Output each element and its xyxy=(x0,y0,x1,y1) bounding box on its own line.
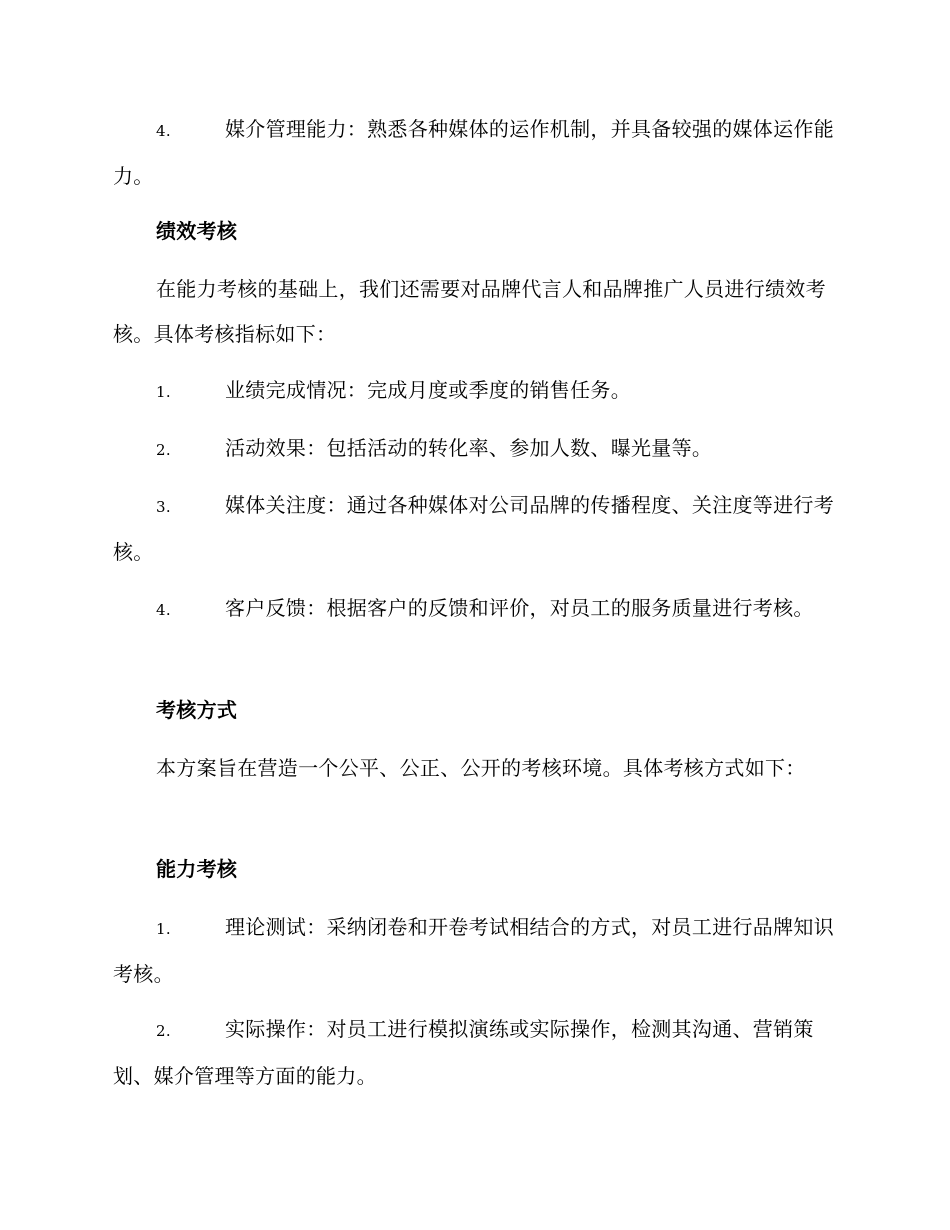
list-text: 媒体关注度：通过各种媒体对公司品牌的传播程度、关注度等进行考核。 xyxy=(113,493,834,564)
paragraph-method-intro: 本方案旨在营造一个公平、公正、公开的考核环境。具体考核方式如下： xyxy=(156,756,806,780)
section-heading-ability: 能力考核 xyxy=(156,857,238,881)
list-item-practical-operation xyxy=(113,1007,835,1099)
section-heading-assessment-method: 考核方式 xyxy=(156,698,238,722)
list-text: 活动效果：包括活动的转化率、参加人数、曝光量等。 xyxy=(225,436,713,460)
list-text: 客户反馈：根据客户的反馈和评价，对员工的服务质量进行考核。 xyxy=(225,596,814,620)
list-number: 4. xyxy=(156,601,171,619)
list-item-media-attention xyxy=(113,483,835,575)
list-item-customer-feedback xyxy=(113,586,835,633)
list-item-media-management xyxy=(113,107,835,199)
list-item-sales-completion xyxy=(113,368,835,415)
list-number: 4. xyxy=(156,122,171,140)
list-text: 理论测试：采纳闭卷和开卷考试相结合的方式，对员工进行品牌知识考核。 xyxy=(113,915,834,986)
list-item-theory-test xyxy=(113,905,835,997)
list-number: 2. xyxy=(156,1022,171,1040)
paragraph-performance-intro: 在能力考核的基础上，我们还需要对品牌代言人和品牌推广人员进行绩效考核。具体考核指标如下： xyxy=(113,277,826,346)
list-text: 业绩完成情况：完成月度或季度的销售任务。 xyxy=(225,378,631,402)
list-text: 媒介管理能力：熟悉各种媒体的运作机制，并具备较强的媒体运作能力。 xyxy=(113,117,834,188)
list-number: 1. xyxy=(156,920,171,938)
list-text: 实际操作：对员工进行模拟演练或实际操作，检测其沟通、营销策划、媒介管理等方面的能力。 xyxy=(113,1017,814,1088)
list-number: 2. xyxy=(156,441,171,459)
list-number: 1. xyxy=(156,383,171,401)
list-item-activity-effect xyxy=(113,426,835,473)
list-number: 3. xyxy=(156,498,171,516)
section-heading-performance: 绩效考核 xyxy=(156,219,238,243)
